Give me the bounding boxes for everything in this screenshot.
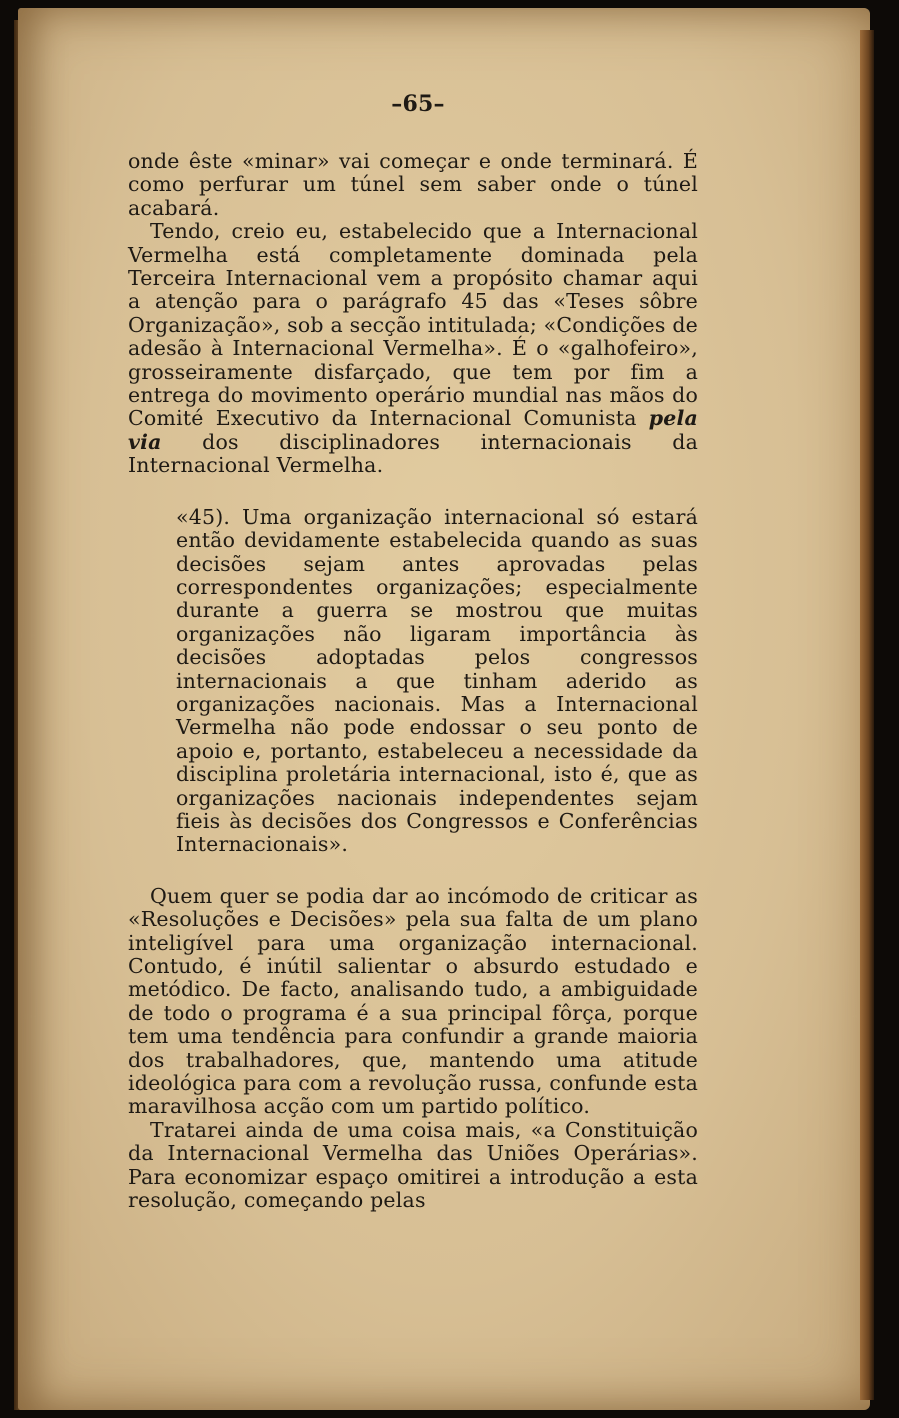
page-number: –65– xyxy=(391,91,445,117)
paragraph-continuation: onde êste «minar» vai começar e onde terminará. É como perfurar um túnel sem saber onde o túnel acabará. xyxy=(128,149,698,220)
page-edge-right xyxy=(860,30,874,1400)
paragraph-resolucoes: Quem quer se podia dar ao incómodo de criticar as «Resoluções e Decisões» pela sua falta de um plano inteligível para uma organização internacional. Contudo, é inútil salientar o absurdo estudado e metódico. De facto, analisando tudo, a ambiguidade de todo o programa é a sua principal fôrça, porque tem uma tendência para confundir a grande maioria dos trabalhadores, que, mantendo uma atitude ideológica para com a revolução russa, confunde esta maravilhosa acção com um partido político. xyxy=(128,883,698,1119)
emphasis-pela-via: pela via xyxy=(128,406,698,454)
paragraph-text-part: dos disciplinadores internacionais da Internacional Vermelha. xyxy=(128,429,698,478)
paragraph-text-part: Tendo, creio eu, estabelecido que a Internacional Vermelha está completamente dominada pela Terceira Internacional vem a propósito chamar aqui a atenção para o parágrafo 45 das «Teses sôbre Organização», sob a secção intitulada; «Condições de adesão à Internacional Vermelha». É o «galhofeiro», grosseiramente disfarçado, que tem por fim a entrega do movimento operário mundial nas mãos do Comité Executivo da Internacional Comunista xyxy=(128,219,698,431)
paragraph-internacional-vermelha xyxy=(128,220,698,477)
block-quote-paragraph-45: «45). Uma organização internacional só estará então devidamente estabelecida quando as suas decisões sejam antes aprovadas pelas correspondentes organizações; especialmente durante a guerra se mostrou que muitas organizações não ligaram importância às decisões adoptadas pelos congressos internacionais a que tinham aderido as organizações nacionais. Mas a Internacional Vermelha não pode endossar o seu ponto de apoio e, portanto, estabeleceu a necessidade da disciplina proletária internacional, isto é, que as organizações nacionais independentes sejam fieis às decisões dos Congressos e Conferências Internacionais». xyxy=(176,504,698,857)
page-text-block xyxy=(128,92,698,1212)
paragraph-constituicao: Tratarei ainda de uma coisa mais, «a Constituição da Internacional Vermelha das Uniões Operárias». Para economizar espaço omitirei a introdução a esta resolução, começando pelas xyxy=(128,1117,698,1213)
